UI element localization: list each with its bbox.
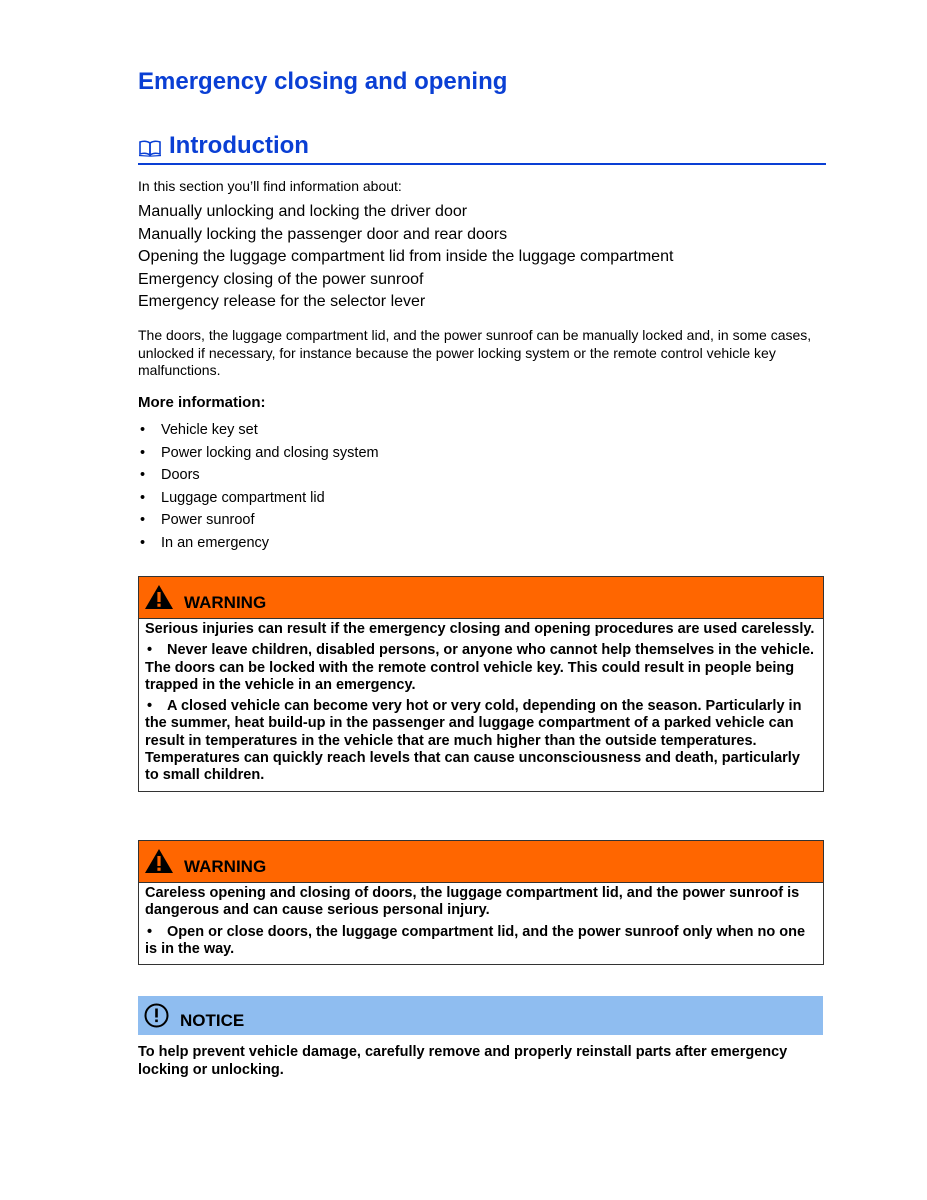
topic-item: Emergency closing of the power sunroof: [138, 270, 424, 288]
more-info-item[interactable]: [138, 442, 379, 465]
warning-body: [139, 883, 823, 964]
more-info-link[interactable]: Power sunroof: [161, 512, 255, 529]
bullet-dot: •: [140, 422, 146, 438]
topic-list: [138, 201, 673, 314]
warning-bullet: • A closed vehicle can become very hot or very cold, depending on the season. Particularly in the summer, heat build-up in the passenger and luggage compartment of a parked vehicle can result in temperatures in the vehicle that are much higher than the outside temperatures. Temperatures can quickly reach levels that can cause unconsciousness and death, particularly to small children.: [145, 698, 817, 784]
warning-bullet: • Never leave children, disabled persons, or anyone who cannot help themselves in the vehicle. The doors can be locked with the remote control vehicle key. This could result in people being trapped in the vehicle in an emergency.: [145, 642, 817, 694]
topic-item: Opening the luggage compartment lid from inside the luggage compartment: [138, 248, 674, 266]
bullet-dot: •: [140, 467, 146, 484]
more-info-item[interactable]: [138, 419, 379, 442]
chapter-title: Emergency closing and opening: [138, 68, 508, 95]
warning-body: [139, 619, 823, 791]
more-info-link[interactable]: Doors: [161, 467, 200, 484]
warning-triangle-icon: [144, 584, 174, 610]
warning-header: [139, 841, 823, 883]
topic-item: Emergency release for the selector lever: [138, 293, 426, 311]
warning-box: [138, 840, 824, 965]
more-info-link[interactable]: Power locking and closing system: [161, 444, 379, 461]
warning-bullet: • Open or close doors, the luggage compartment lid, and the power sunroof only when no one is in the way.: [145, 924, 817, 959]
warning-intro: Careless opening and closing of doors, the luggage compartment lid, and the power sunroof is dangerous and can cause serious personal injury.: [145, 885, 800, 919]
topic-item: Manually locking the passenger door and rear doors: [138, 225, 508, 243]
bullet-dot: •: [140, 444, 146, 461]
warning-header: [139, 577, 823, 619]
intro-paragraph: The doors, the luggage compartment lid, and the power sunroof can be manually locked and, in some cases, unlocked if necessary, for instance because the power locking system or the remote control vehicle key malfunctions.: [138, 327, 812, 378]
more-info-heading: More information:: [138, 394, 266, 411]
notice-text: To help prevent vehicle damage, carefully remove and properly reinstall parts after emergency locking or unlocking.: [138, 1044, 788, 1078]
more-info-link[interactable]: In an emergency: [161, 534, 270, 551]
exclamation-circle-icon: [144, 1003, 169, 1028]
warning-triangle-icon: [144, 848, 174, 874]
warning-title: WARNING: [184, 857, 267, 876]
section-title: Introduction: [169, 132, 309, 159]
more-info-item[interactable]: [138, 464, 379, 487]
section-header: [138, 130, 826, 165]
more-info-link[interactable]: Luggage compartment lid: [161, 489, 325, 506]
warning-intro: Serious injuries can result if the emergency closing and opening procedures are used carelessly.: [145, 621, 815, 637]
intro-lead: In this section you’ll find information about:: [138, 178, 402, 194]
bullet-dot: •: [140, 512, 146, 529]
warning-box: [138, 576, 824, 792]
topic-item: Manually unlocking and locking the driver door: [138, 203, 468, 220]
notice-header: [138, 996, 823, 1035]
book-icon: [138, 139, 162, 157]
bullet-dot: •: [140, 534, 146, 551]
more-info-item[interactable]: [138, 532, 379, 555]
more-info-item[interactable]: [138, 509, 379, 532]
warning-title: WARNING: [184, 593, 267, 612]
more-info-link[interactable]: Vehicle key set: [161, 422, 258, 438]
bullet-dot: •: [140, 489, 146, 506]
more-info-list: [138, 419, 379, 555]
more-info-item[interactable]: [138, 487, 379, 510]
notice-title: NOTICE: [180, 1011, 245, 1030]
